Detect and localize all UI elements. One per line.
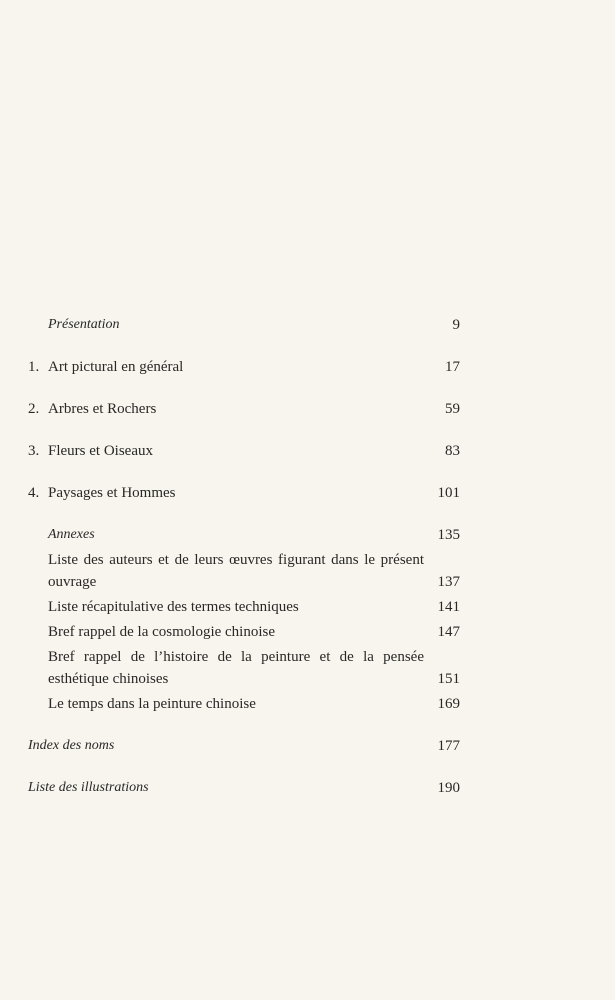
toc-entry-page: 17 (445, 359, 460, 375)
toc-entry-page: 147 (437, 624, 460, 640)
toc-entry-page: 190 (437, 780, 460, 796)
toc-entry-page: 59 (445, 401, 460, 417)
toc-entry-page: 137 (437, 574, 460, 590)
toc-entry-page: 101 (437, 485, 460, 501)
toc-entry-page: 83 (445, 443, 460, 459)
toc-entry-number: 2. (28, 401, 40, 417)
toc-entry-number: 3. (28, 443, 40, 459)
toc-entry-title: Liste des auteurs et de leurs œuvres figurant dans le présent ouvrage (48, 552, 424, 590)
toc-entry-title: Index des noms (28, 738, 115, 753)
toc-entry-page: 177 (437, 738, 460, 754)
toc-entry-title: Liste récapitulative des termes techniques (48, 599, 299, 615)
toc-entry-page: 135 (437, 527, 460, 543)
toc-entry-title: Arbres et Rochers (48, 401, 157, 417)
toc-entry-title: Fleurs et Oiseaux (48, 443, 153, 459)
toc-entry-number: 4. (28, 485, 40, 501)
toc-entry-title: Bref rappel de l’histoire de la peinture et de la pensée esthétique chinoises (48, 649, 424, 687)
toc-entry-title: Présentation (48, 317, 120, 332)
toc-entry-title: Liste des illustrations (28, 780, 149, 795)
toc-entry-title: Bref rappel de la cosmologie chinoise (48, 624, 276, 640)
toc-entry-title: Paysages et Hommes (48, 485, 176, 501)
toc-entry-title: Art pictural en général (48, 359, 184, 375)
toc-entry-page: 9 (452, 317, 460, 333)
toc-entry-title: Annexes (48, 527, 95, 542)
toc-entry-page: 141 (437, 599, 460, 615)
toc-entry-number: 1. (28, 359, 40, 375)
toc-entry-page: 169 (437, 696, 460, 712)
toc-entry-title: Le temps dans la peinture chinoise (48, 696, 256, 712)
toc-entry-page: 151 (437, 671, 460, 687)
